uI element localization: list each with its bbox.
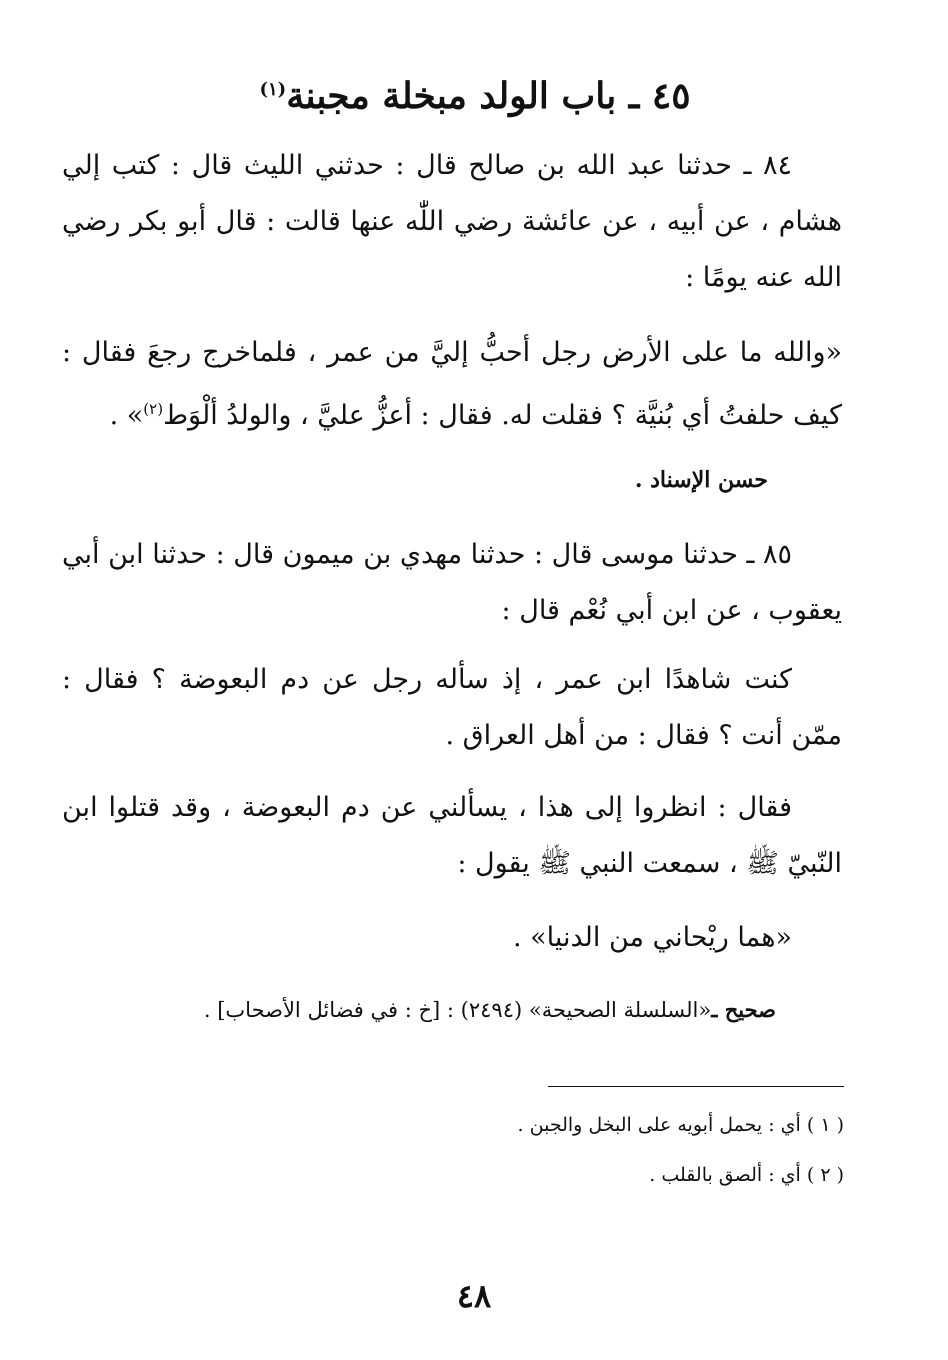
hadith-85-isnad [62,527,842,639]
hadith-84-grade: حسن الإسناد . [634,467,768,493]
chapter-title-text: ٤٥ ـ باب الولد مبخلة مجبنة [286,75,691,117]
hadith-84-isnad [62,138,842,306]
chapter-title [150,60,800,126]
hadith-85-grade-source: «السلسلة الصحيحة» (٢٤٩٤) : [خ : في فضائل الأصحاب] . [203,998,712,1022]
chapter-footnote-ref: (١) [259,79,287,100]
hadith-84-footnote-ref: (٢) [143,400,164,418]
footnote-1: ( ١ ) أي : يحمل أبويه على البخل والجبن . [517,1114,844,1136]
hadith-85-paragraph-1-text: كنت شاهدًا ابن عمر ، إذ سأله رجل عن دم البعوضة ؟ فقال : ممّن أنت ؟ فقال : من أهل العراق . [62,664,842,751]
hadith-85-paragraph-2 [62,780,842,892]
hadith-84-matn-end: » . [109,400,144,431]
hadith-84-matn [62,325,842,444]
footnote-divider [548,1086,844,1087]
hadith-85-grade-label: صحيح ـ [711,997,776,1022]
hadith-84-matn-text: «والله ما على الأرض رجل أحبُّ إليَّ من عمر ، فلماخرج رجعَ فقال : كيف حلفتُ أي بُنيَّة ؟ فقلت له. فقال : أعزُّ عليَّ ، والولدُ ألْوَط [62,337,842,431]
hadith-84-isnad-text: ٨٤ ـ حدثنا عبد الله بن صالح قال : حدثني الليث قال : كتب إلي هشام ، عن أبيه ، عن عائشة رضي اللّٰه عنها قالت : قال أبو بكر رضي الله عنه يومًا : [62,150,842,293]
footnote-2: ( ٢ ) أي : ألصق بالقلب . [649,1164,844,1186]
hadith-85-grade [204,990,776,1030]
hadith-85-paragraph-1 [62,652,842,764]
hadith-85-isnad-text: ٨٥ ـ حدثنا موسى قال : حدثنا مهدي بن ميمون قال : حدثنا ابن أبي يعقوب ، عن ابن أبي نُعْم قال : [62,539,842,626]
hadith-85-paragraph-2-text: فقال : انظروا إلى هذا ، يسألني عن دم البعوضة ، وقد قتلوا ابن النّبيّ ﷺ ، سمعت النبي ﷺ يقول : [62,792,842,879]
hadith-85-quote [62,910,842,966]
hadith-85-quote-text: «هما ريْحاني من الدنيا» . [512,922,792,953]
page-number: ٤٨ [456,1277,492,1315]
